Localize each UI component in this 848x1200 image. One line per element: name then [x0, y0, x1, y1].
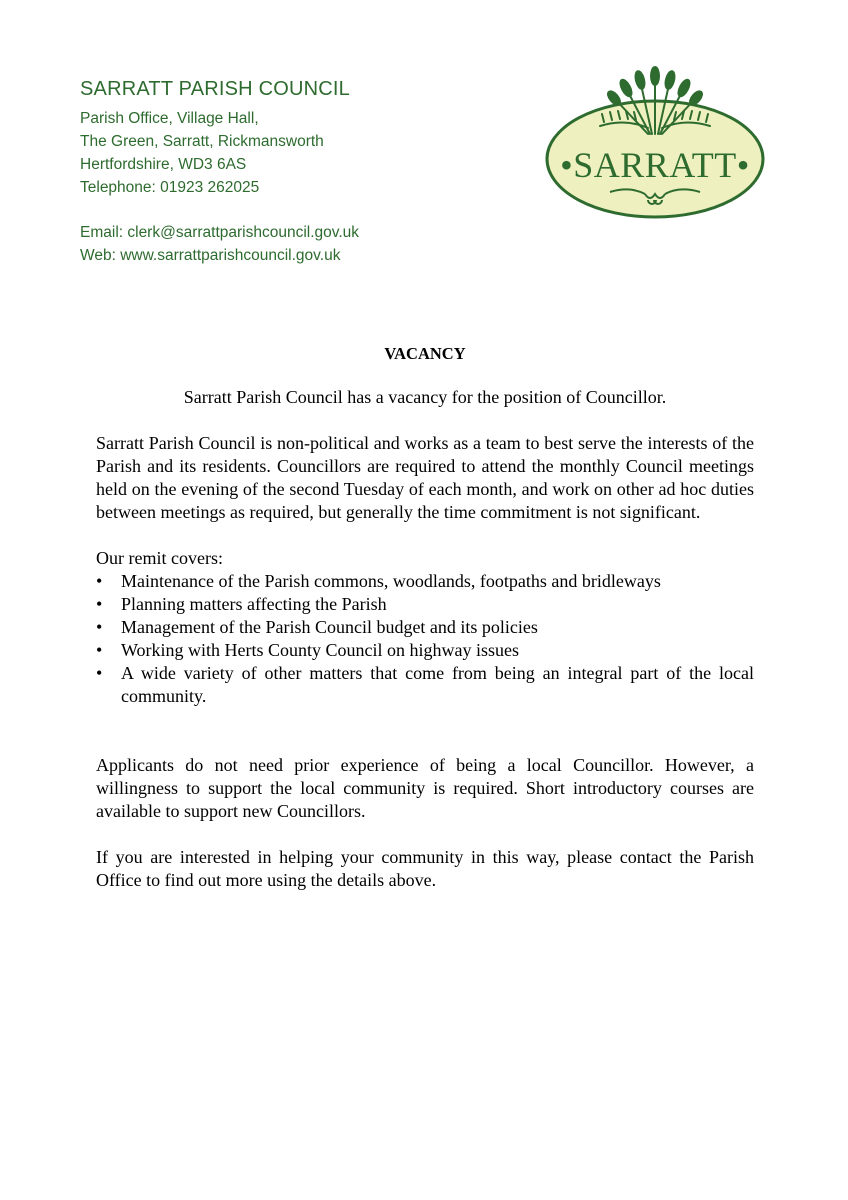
web-link[interactable]: Web: www.sarrattparishcouncil.gov.uk: [80, 247, 341, 264]
list-item: [96, 593, 754, 616]
bullet-icon: •: [96, 663, 103, 683]
logo-text: •SARRATT•: [560, 145, 750, 185]
paragraph-contact: If you are interested in helping your community in this way, please contact the Parish Office to find out more using the details above.: [96, 847, 754, 890]
intro-line: Sarratt Parish Council has a vacancy for the position of Councillor.: [183, 387, 667, 407]
list-item: [96, 570, 754, 593]
paragraph-experience: Applicants do not need prior experience of being a local Councillor. However, a willingness to support the local community is required. Short introductory courses are available to support new Councillors.: [96, 755, 754, 821]
page-title: VACANCY: [384, 344, 466, 363]
list-item-text: Working with Herts County Council on highway issues: [121, 640, 520, 660]
list-item-text: A wide variety of other matters that come from being an integral part of the local community.: [121, 663, 754, 706]
bullet-icon: •: [96, 571, 103, 591]
address-line-1: Parish Office, Village Hall,: [80, 110, 259, 127]
address-line-3: Hertfordshire, WD3 6AS: [80, 156, 247, 173]
bullet-icon: •: [96, 617, 103, 637]
bullet-icon: •: [96, 640, 103, 660]
contact-block: [80, 221, 359, 267]
bullet-icon: •: [96, 594, 103, 614]
sarratt-logo: [540, 64, 770, 224]
paragraph-role: Sarratt Parish Council is non-political and works as a team to best serve the interests of the Parish and its residents. Councillors are required to attend the monthly Council meetings held on the evening of the second Tuesday of each month, and work on other ad hoc duties between meetings as required, but generally the time commitment is not significant.: [96, 433, 754, 522]
address-line-2: The Green, Sarratt, Rickmansworth: [80, 133, 324, 150]
list-item: [96, 662, 754, 708]
telephone: Telephone: 01923 262025: [80, 179, 260, 196]
list-item: [96, 639, 754, 662]
letterhead: [80, 78, 359, 267]
list-item-text: Management of the Parish Council budget and its policies: [121, 617, 538, 637]
vacancy-notice: [96, 342, 754, 915]
org-name: SARRATT PARISH COUNCIL: [80, 78, 350, 100]
list-item: [96, 616, 754, 639]
list-item-text: Maintenance of the Parish commons, woodlands, footpaths and bridleways: [121, 571, 661, 591]
remit-title: Our remit covers:: [96, 548, 223, 568]
list-item-text: Planning matters affecting the Parish: [121, 594, 387, 614]
remit-list: [96, 570, 754, 708]
email-link[interactable]: Email: clerk@sarrattparishcouncil.gov.uk: [80, 224, 360, 241]
